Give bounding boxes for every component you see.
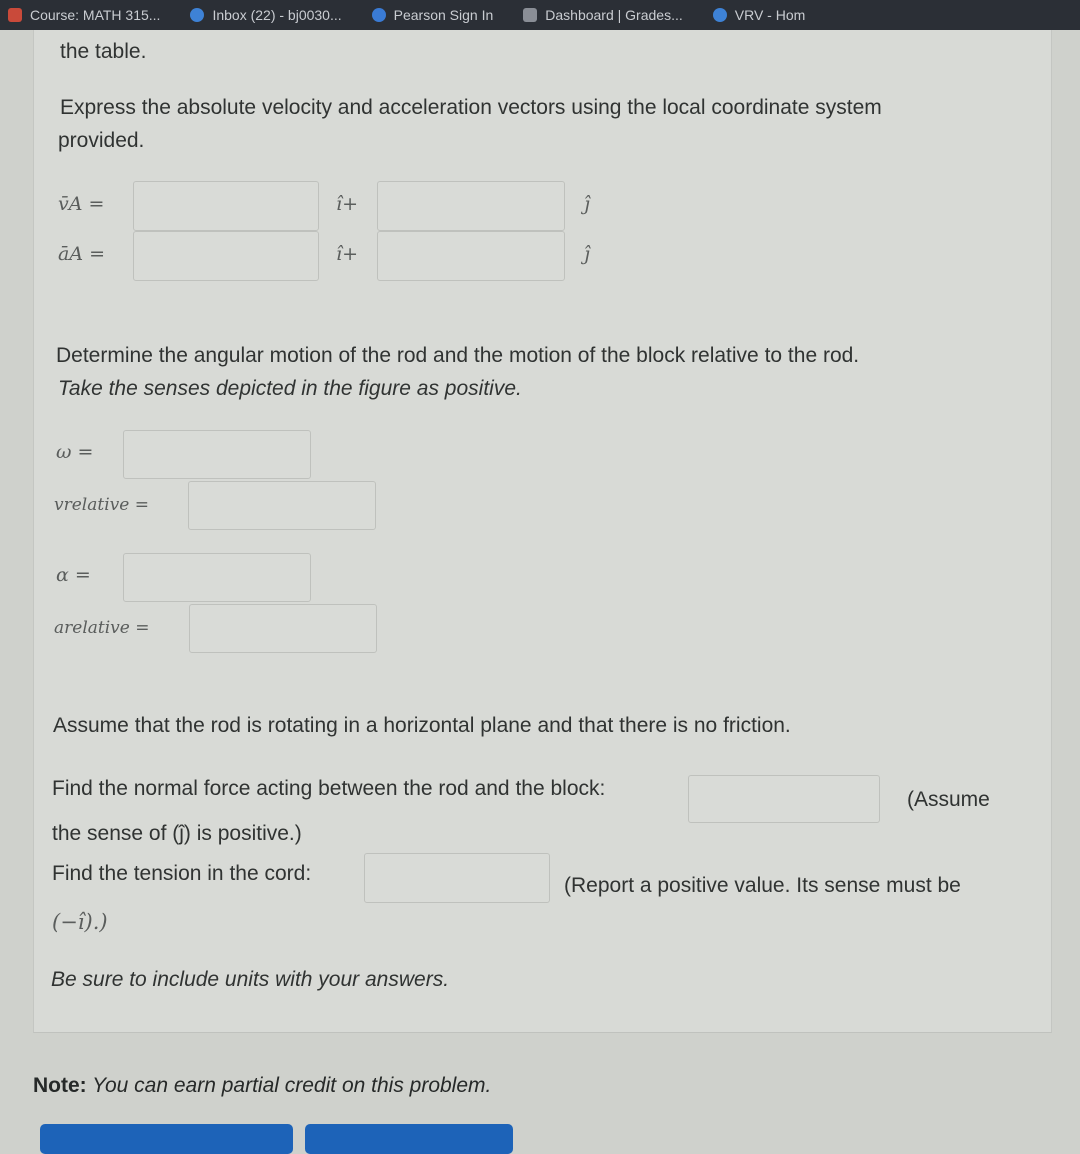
normal-force-text: Find the normal force acting between the rod and the block: (52, 777, 606, 800)
angular-text-cont: Take the senses depicted in the figure as positive. (58, 377, 522, 400)
j-hat-label: ĵ (584, 193, 590, 215)
normal-force-note: (Assume (907, 788, 990, 811)
units-reminder: Be sure to include units with your answers. (51, 968, 450, 991)
acceleration-j-input[interactable] (377, 231, 565, 281)
vrv-icon (713, 8, 727, 22)
assumption-text: Assume that the rod is rotating in a horizontal plane and that there is no friction. (53, 714, 791, 737)
normal-force-input[interactable] (688, 775, 880, 823)
mail-icon (190, 8, 204, 22)
submit-button[interactable] (40, 1124, 293, 1154)
normal-force-note-cont: the sense of (ĵ) is positive.) (52, 822, 302, 845)
velocity-j-input[interactable] (377, 181, 565, 231)
v-relative-input[interactable] (188, 481, 376, 530)
note-label: Note: (33, 1074, 87, 1097)
tab-dashboard[interactable] (515, 0, 704, 30)
tension-note: (Report a positive value. Its sense must be (564, 874, 961, 897)
express-text: Express the absolute velocity and acceleration vectors using the local coordinate system (60, 96, 882, 119)
i-hat-label: î+ (336, 243, 358, 265)
intro-text: the table. (60, 40, 147, 63)
j-hat-label: ĵ (584, 243, 590, 265)
tab-inbox[interactable] (182, 0, 363, 30)
acceleration-label: āA = (58, 243, 106, 265)
tab-label: Inbox (22) - bj0030... (212, 7, 342, 23)
pearson-icon (372, 8, 386, 22)
tab-label: VRV - Hom (734, 7, 806, 23)
tension-note-cont: (−î).) (52, 910, 108, 934)
tab-vrv[interactable] (705, 0, 828, 30)
angular-text: Determine the angular motion of the rod and the motion of the block relative to the rod. (56, 344, 860, 367)
alpha-label: α = (56, 564, 91, 586)
acceleration-i-input[interactable] (133, 231, 319, 281)
omega-input[interactable] (123, 430, 311, 479)
partial-credit-note (33, 1074, 491, 1098)
browser-tab-strip (0, 0, 1080, 30)
secondary-button[interactable] (305, 1124, 513, 1154)
note-text: You can earn partial credit on this problem. (86, 1074, 492, 1097)
tension-input[interactable] (364, 853, 550, 903)
i-hat-label: î+ (336, 193, 358, 215)
a-relative-label: arelative = (54, 618, 150, 638)
a-relative-input[interactable] (189, 604, 377, 653)
course-icon (8, 8, 22, 22)
omega-label: ω = (56, 441, 94, 463)
tension-text: Find the tension in the cord: (52, 862, 312, 885)
tab-label: Course: MATH 315... (30, 7, 161, 23)
alpha-input[interactable] (123, 553, 311, 602)
dashboard-icon (523, 8, 537, 22)
tab-label: Pearson Sign In (393, 7, 494, 23)
tab-course[interactable] (0, 0, 182, 30)
express-text-cont: provided. (58, 129, 145, 152)
tab-pearson[interactable] (364, 0, 516, 30)
v-relative-label: vrelative = (54, 495, 149, 515)
tab-label: Dashboard | Grades... (545, 7, 683, 23)
velocity-label: v̄A = (58, 193, 105, 215)
velocity-i-input[interactable] (133, 181, 319, 231)
